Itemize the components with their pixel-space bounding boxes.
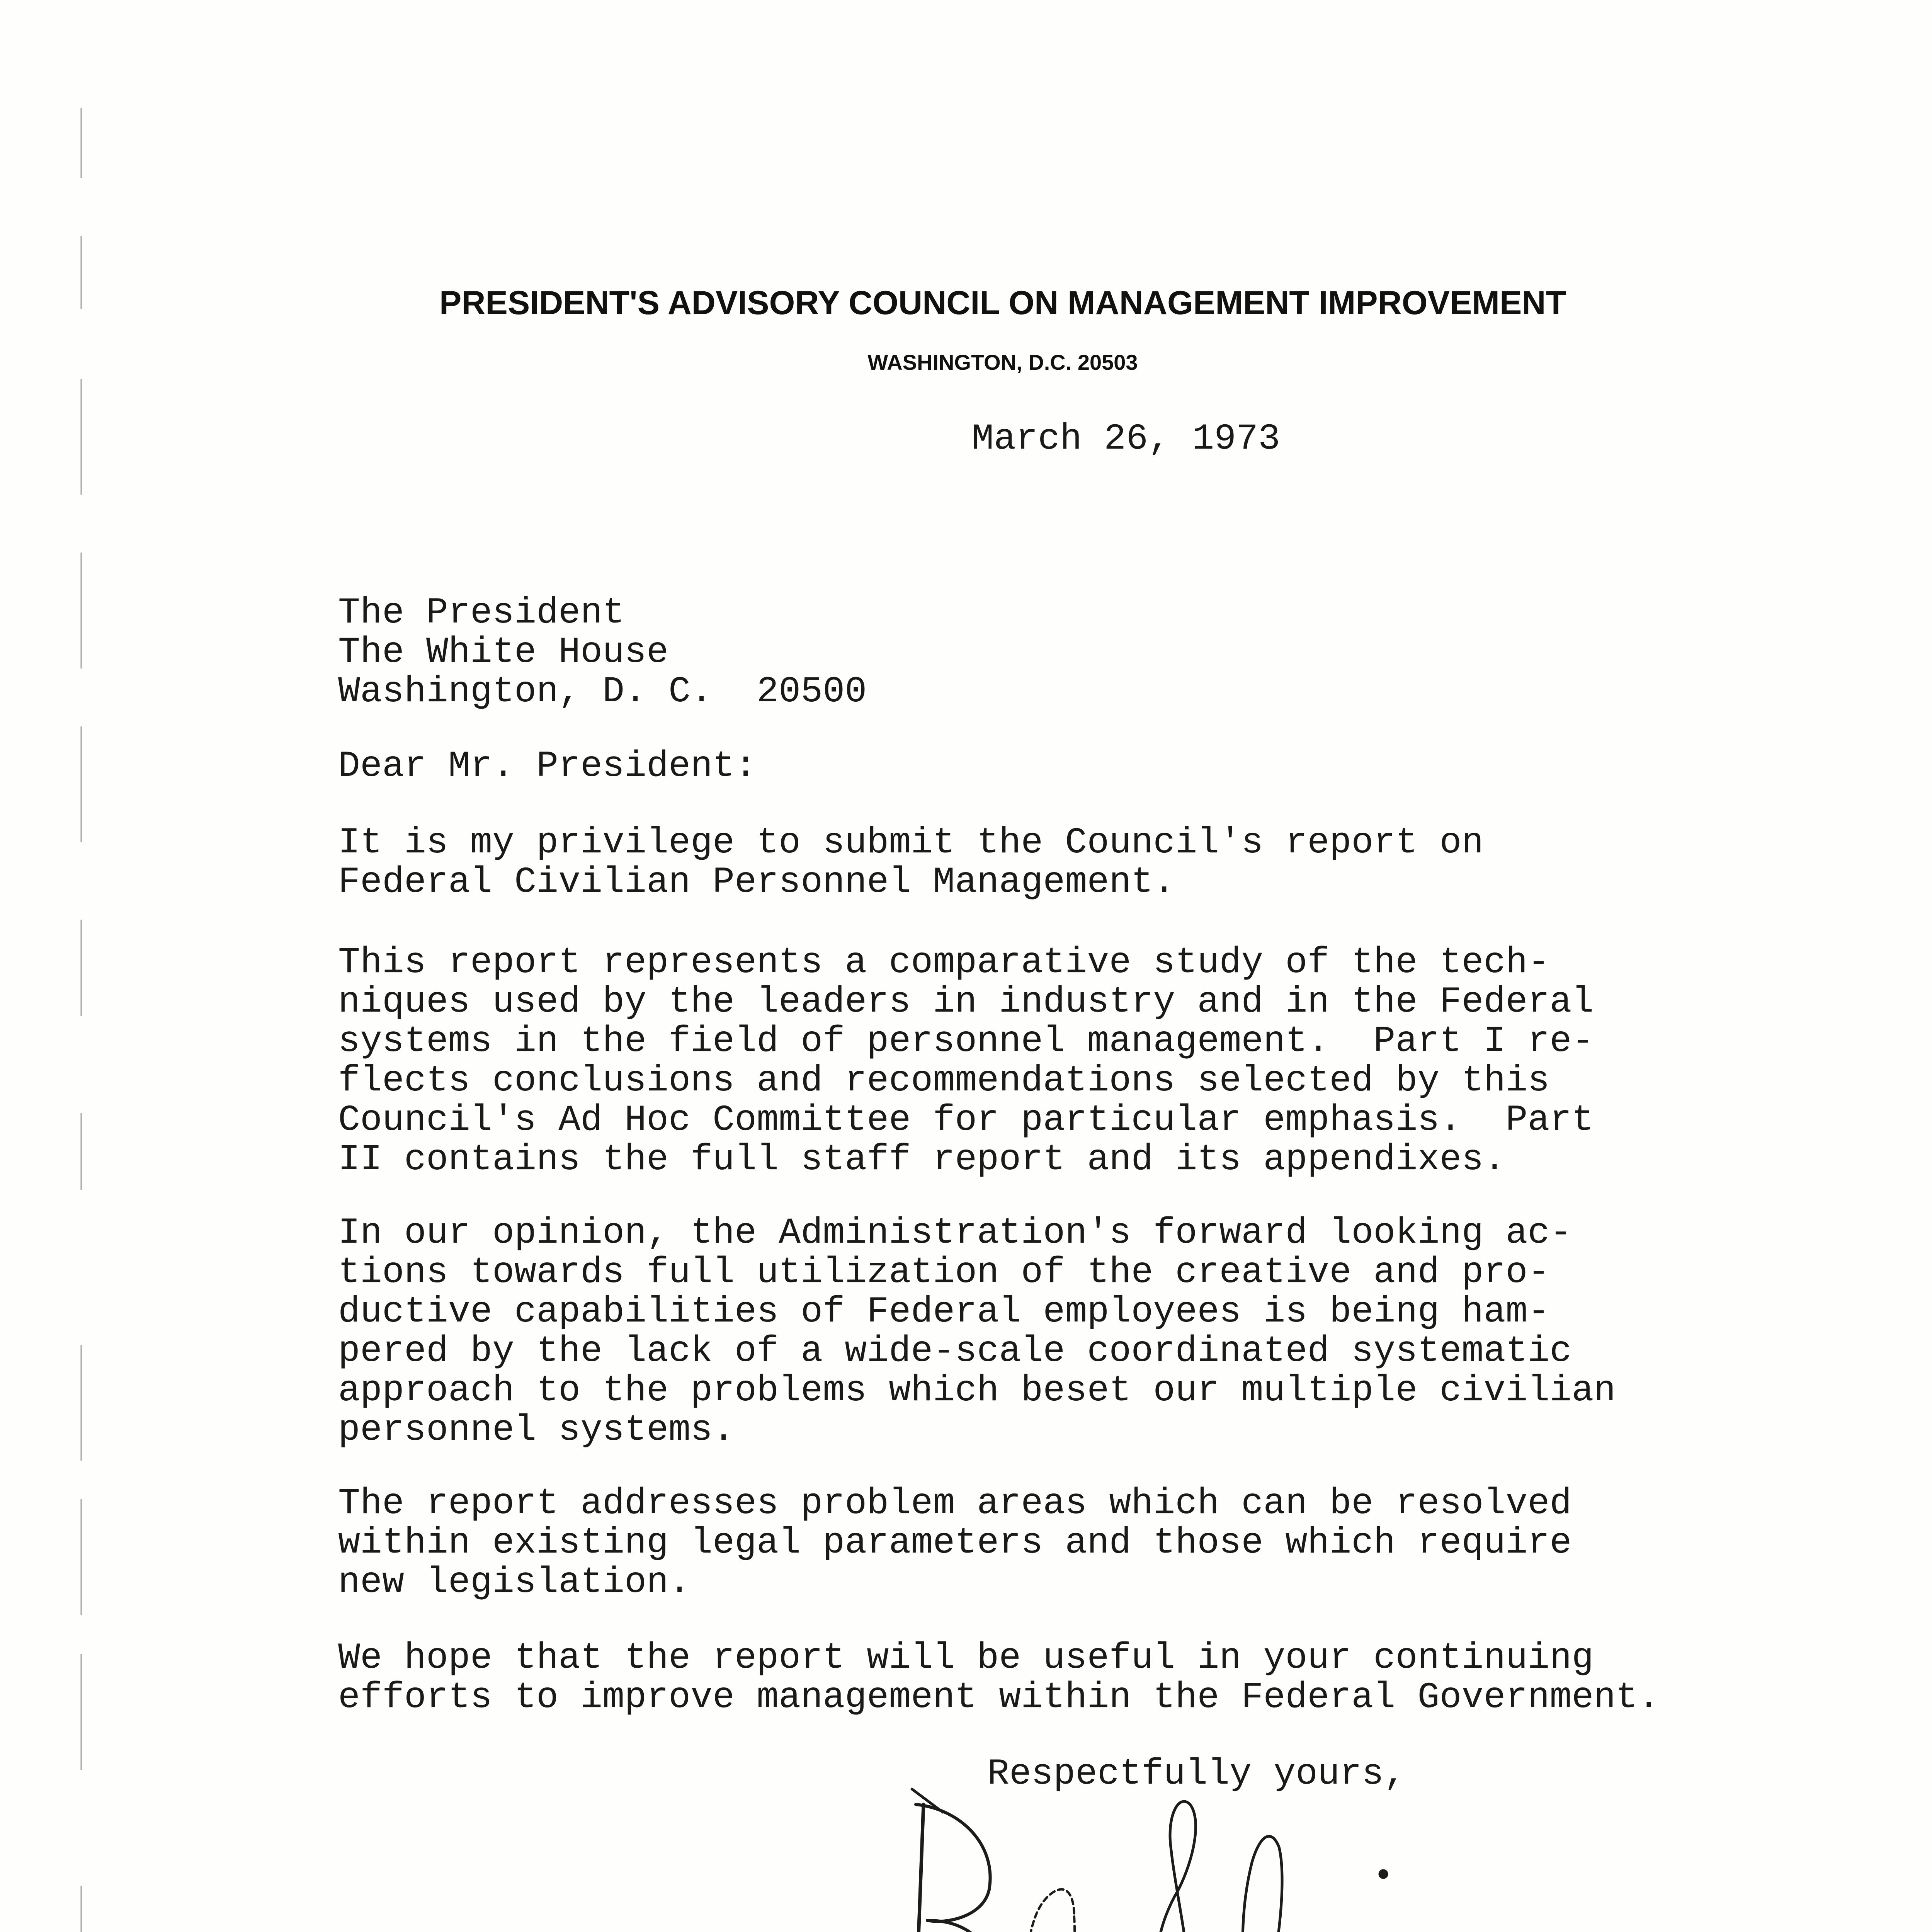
body-paragraph: The report addresses problem areas which can be resolved within existing legal parameters and those which require new legislation. bbox=[338, 1483, 1572, 1603]
addressee-line: The White House bbox=[338, 631, 669, 673]
addressee-block bbox=[338, 593, 867, 711]
body-paragraph: It is my privilege to submit the Council's report on Federal Civilian Personnel Management. bbox=[338, 822, 1484, 903]
body-paragraph: We hope that the report will be useful in your continuing efforts to improve management within the Federal Government. bbox=[338, 1637, 1660, 1718]
closing: Respectfully yours, bbox=[987, 1753, 1406, 1795]
letterhead-organization: PRESIDENT'S ADVISORY COUNCIL ON MANAGEMENT IMPROVEMENT bbox=[439, 284, 1566, 321]
letter-date: March 26, 1973 bbox=[972, 418, 1281, 460]
salutation: Dear Mr. President: bbox=[338, 745, 757, 787]
addressee-line: Washington, D. C. 20500 bbox=[338, 671, 867, 713]
addressee-line: The President bbox=[338, 592, 625, 634]
scan-margin-marks bbox=[58, 108, 104, 1932]
handwritten-signature bbox=[900, 1762, 1580, 1932]
body-paragraph: In our opinion, the Administration's forward looking ac- tions towards full utilization of the creative and pro- ductive capabilities of Federal employees is being ham- pered by the lack of a wide-scale coordinated systematic approach to the problems which beset our multiple civilian personnel systems. bbox=[338, 1212, 1616, 1451]
letterhead-address: WASHINGTON, D.C. 20503 bbox=[867, 350, 1138, 374]
body-paragraph: This report represents a comparative study of the tech- niques used by the leaders in industry and in the Federal systems in the field of personnel management. Part I re- flects conclusions and recommendations selected by this Council's Ad Hoc Committee for particular emphasis. Part II contains the full staff report and its appendixes. bbox=[338, 942, 1594, 1180]
